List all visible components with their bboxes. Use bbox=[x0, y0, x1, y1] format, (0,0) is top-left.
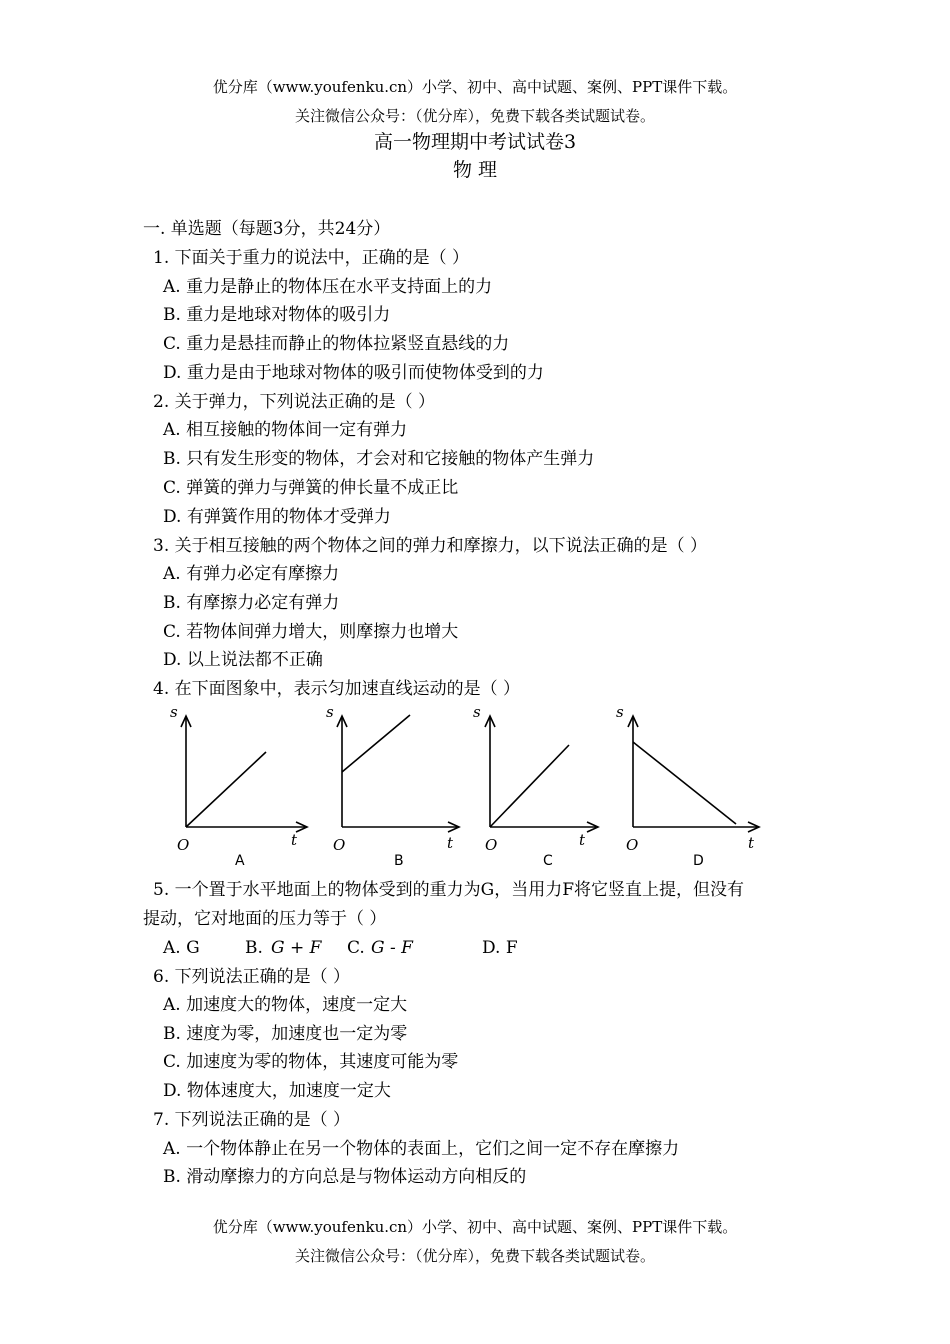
question-5-option-c-label: C. bbox=[347, 938, 365, 958]
graph-b-t-label: t bbox=[447, 834, 454, 852]
question-5-option-b-expr: G + F bbox=[271, 938, 322, 958]
exam-subject: 物 理 bbox=[452, 159, 498, 181]
question-2-option-d: D. 有弹簧作用的物体才受弹力 bbox=[163, 507, 391, 527]
graph-d-t-label: t bbox=[748, 834, 755, 852]
graph-a-t-label: t bbox=[291, 831, 298, 849]
question-1-option-c: C. 重力是悬挂而静止的物体拉紧竖直悬线的力 bbox=[163, 334, 510, 354]
question-5-stem-line-1: 5. 一个置于水平地面上的物体受到的重力为G，当用力F将它竖直上提，但没有 bbox=[153, 880, 744, 900]
question-1-option-a: A. 重力是静止的物体压在水平支持面上的力 bbox=[163, 277, 493, 297]
graph-d-s-label: s bbox=[616, 703, 624, 721]
question-5-option-b-label: B. bbox=[245, 938, 263, 958]
graph-d-origin: O bbox=[626, 836, 639, 854]
footer-line-2: 关注微信公众号：（优分库），免费下载各类试题试卷。 bbox=[294, 1247, 655, 1265]
question-3-option-a: A. 有弹力必定有摩擦力 bbox=[163, 564, 340, 584]
question-7-option-a: A. 一个物体静止在另一个物体的表面上，它们之间一定不存在摩擦力 bbox=[163, 1139, 680, 1159]
graph-d-svg bbox=[612, 700, 782, 870]
header-line-1: 优分库（www.youfenku.cn）小学、初中、高中试题、案例、PPT课件下载。 bbox=[212, 78, 738, 96]
graph-a-svg bbox=[165, 700, 335, 870]
question-5-option-a: A. G bbox=[163, 938, 200, 958]
graph-c-origin: O bbox=[485, 836, 498, 854]
question-6-option-b: B. 速度为零，加速度也一定为零 bbox=[163, 1024, 408, 1044]
question-3-option-d: D. 以上说法都不正确 bbox=[163, 650, 323, 670]
graph-a-letter: A bbox=[235, 853, 245, 869]
header-line-2: 关注微信公众号：（优分库），免费下载各类试题试卷。 bbox=[294, 107, 655, 125]
question-2-stem: 2. 关于弹力，下列说法正确的是（ ） bbox=[153, 392, 436, 412]
question-5-option-c-expr: G - F bbox=[371, 938, 413, 958]
exam-title: 高一物理期中考试试卷3 bbox=[373, 131, 577, 153]
question-1-option-d: D. 重力是由于地球对物体的吸引而使物体受到的力 bbox=[163, 363, 544, 383]
graph-a-origin: O bbox=[177, 836, 190, 854]
graph-b-origin: O bbox=[333, 836, 346, 854]
question-1-option-b: B. 重力是地球对物体的吸引力 bbox=[163, 305, 391, 325]
graph-b-s-label: s bbox=[326, 703, 334, 721]
graph-b-svg bbox=[321, 700, 491, 870]
graph-c-s-label: s bbox=[473, 703, 481, 721]
graph-b-letter: B bbox=[394, 853, 404, 869]
question-1-stem: 1. 下面关于重力的说法中，正确的是（ ） bbox=[153, 248, 470, 268]
graph-b bbox=[321, 700, 491, 870]
graph-a-s-label: s bbox=[170, 703, 178, 721]
graph-a-line bbox=[186, 752, 266, 827]
graph-d bbox=[612, 700, 782, 870]
graph-c-line bbox=[490, 745, 569, 827]
question-3-option-c: C. 若物体间弹力增大，则摩擦力也增大 bbox=[163, 622, 459, 642]
question-3-option-b: B. 有摩擦力必定有弹力 bbox=[163, 593, 340, 613]
question-6-option-c: C. 加速度为零的物体，其速度可能为零 bbox=[163, 1052, 459, 1072]
question-2-option-a: A. 相互接触的物体间一定有弹力 bbox=[163, 420, 408, 440]
footer-line-1: 优分库（www.youfenku.cn）小学、初中、高中试题、案例、PPT课件下载。 bbox=[212, 1218, 738, 1236]
section-heading: 一. 单选题（每题3分，共24分） bbox=[143, 219, 391, 239]
graph-d-line bbox=[633, 742, 736, 824]
graph-a bbox=[165, 700, 335, 870]
question-7-stem: 7. 下列说法正确的是（ ） bbox=[153, 1110, 351, 1130]
question-7-option-b: B. 滑动摩擦力的方向总是与物体运动方向相反的 bbox=[163, 1167, 527, 1187]
question-6-option-a: A. 加速度大的物体，速度一定大 bbox=[163, 995, 408, 1015]
graph-b-line bbox=[342, 715, 410, 772]
question-4-stem: 4. 在下面图象中，表示匀加速直线运动的是（ ） bbox=[153, 679, 521, 699]
question-6-stem: 6. 下列说法正确的是（ ） bbox=[153, 967, 351, 987]
question-2-option-c: C. 弹簧的弹力与弹簧的伸长量不成正比 bbox=[163, 478, 459, 498]
question-5-option-d: D. F bbox=[482, 938, 518, 958]
question-2-option-b: B. 只有发生形变的物体，才会对和它接触的物体产生弹力 bbox=[163, 449, 595, 469]
question-6-option-d: D. 物体速度大，加速度一定大 bbox=[163, 1081, 391, 1101]
graph-d-letter: D bbox=[693, 853, 704, 869]
question-5-stem-line-2: 提动，它对地面的压力等于（ ） bbox=[143, 909, 387, 929]
graph-c-t-label: t bbox=[579, 831, 586, 849]
question-3-stem: 3. 关于相互接触的两个物体之间的弹力和摩擦力，以下说法正确的是（ ） bbox=[153, 536, 708, 556]
graph-c-letter: C bbox=[543, 853, 553, 869]
